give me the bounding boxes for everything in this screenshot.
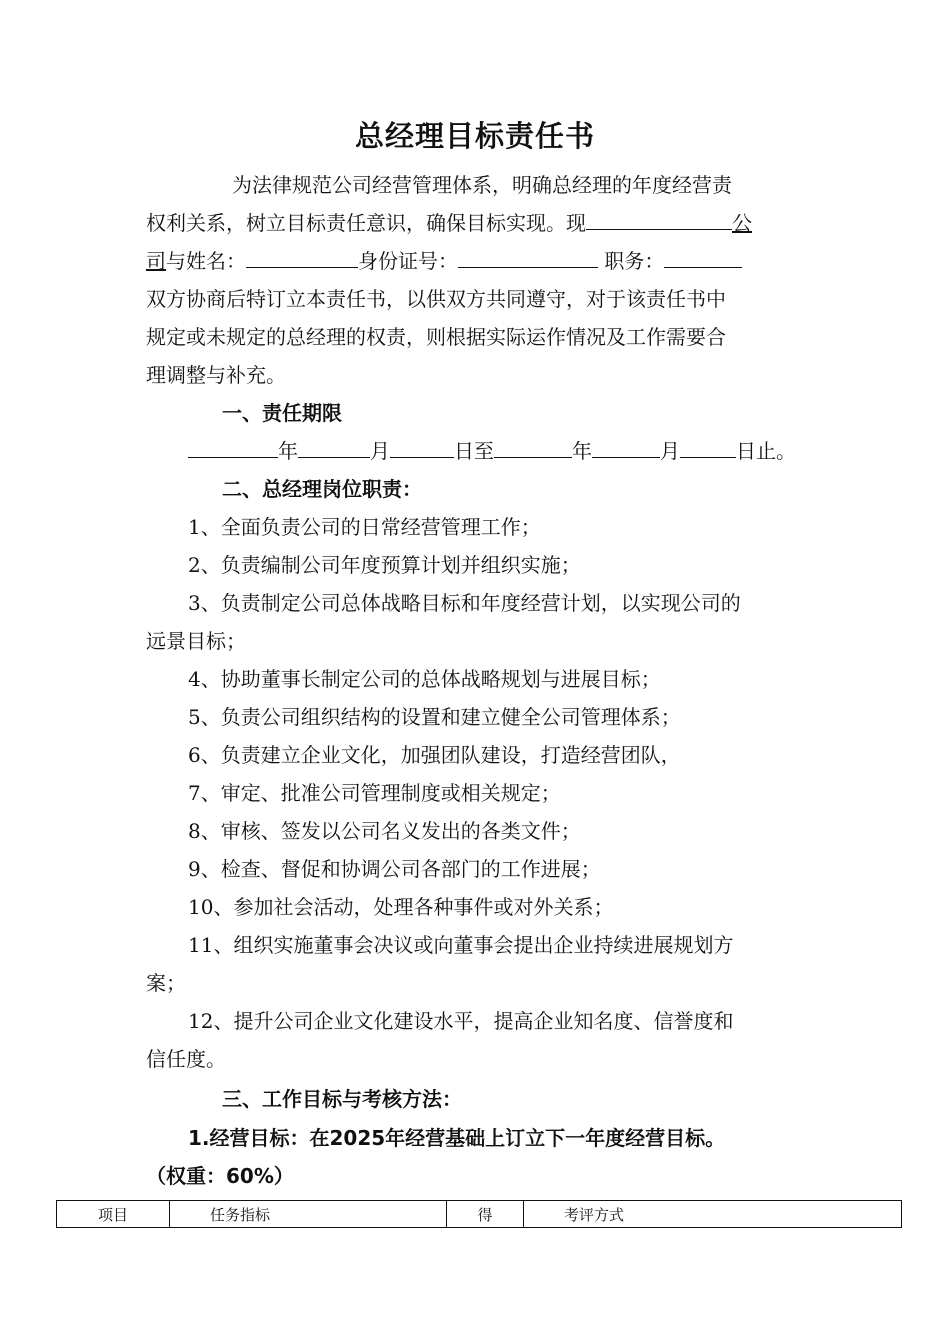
duty-item-8: 8、审核、签发以公司名义发出的各类文件； bbox=[188, 819, 581, 843]
duty-item-9: 9、检查、督促和协调公司各部门的工作进展； bbox=[188, 857, 601, 881]
weight-label: （权重：60%） bbox=[146, 1164, 294, 1188]
document-title: 总经理目标责任书 bbox=[354, 119, 595, 153]
name-label: 与姓名： bbox=[166, 249, 246, 273]
duty-item-2: 2、负责编制公司年度预算计划并组织实施； bbox=[188, 553, 581, 577]
section-3-heading: 三、工作目标与考核方法： bbox=[222, 1087, 462, 1111]
table-header-cell: 得 bbox=[447, 1201, 524, 1228]
duty-item-1: 1、全面负责公司的日常经营管理工作； bbox=[188, 515, 541, 539]
business-target-heading: 1.经营目标：在2025年经营基础上订立下一年度经营目标。 bbox=[188, 1126, 726, 1150]
table-header-cell: 项目 bbox=[57, 1201, 170, 1228]
intro-text-company-cont: 司 bbox=[146, 249, 166, 273]
start-day-blank bbox=[390, 437, 454, 458]
day-end-label: 日止。 bbox=[736, 439, 796, 463]
term-line bbox=[188, 437, 796, 465]
month-label: 月 bbox=[370, 439, 390, 463]
id-blank bbox=[458, 247, 598, 268]
end-day-blank bbox=[680, 437, 736, 458]
duty-item-11-cont: 案； bbox=[146, 971, 186, 995]
company-blank bbox=[586, 209, 732, 230]
duty-item-4: 4、协助董事长制定公司的总体战略规划与进展目标； bbox=[188, 667, 661, 691]
intro-text: 权利关系，树立目标责任意识，确保目标实现。现 bbox=[146, 211, 586, 235]
intro-line-1: 为法律规范公司经营管理体系，明确总经理的年度经营责 bbox=[232, 173, 732, 197]
section-1-heading: 一、责任期限 bbox=[222, 401, 342, 425]
name-blank bbox=[246, 247, 358, 268]
month-label-2: 月 bbox=[660, 439, 680, 463]
duty-item-11: 11、组织实施董事会决议或向董事会提出企业持续进展规划方 bbox=[188, 933, 734, 957]
duty-item-12: 12、提升公司企业文化建设水平，提高企业知名度、信誉度和 bbox=[188, 1009, 734, 1033]
year-label: 年 bbox=[278, 439, 298, 463]
intro-line-4: 双方协商后特订立本责任书，以供双方共同遵守，对于该责任书中 bbox=[146, 287, 726, 311]
duty-item-12-cont: 信任度。 bbox=[146, 1047, 226, 1071]
day-to-label: 日至 bbox=[454, 439, 494, 463]
end-month-blank bbox=[592, 437, 660, 458]
position-label: 职务： bbox=[604, 249, 665, 273]
table-header-cell: 考评方式 bbox=[524, 1201, 902, 1228]
table-header-row bbox=[57, 1201, 902, 1228]
intro-line-6: 理调整与补充。 bbox=[146, 363, 286, 387]
duty-item-3: 3、负责制定公司总体战略目标和年度经营计划，以实现公司的 bbox=[188, 591, 741, 615]
intro-text-company: 公 bbox=[732, 211, 752, 235]
end-year-blank bbox=[494, 437, 572, 458]
intro-line-5: 规定或未规定的总经理的权责，则根据实际运作情况及工作需要合 bbox=[146, 325, 726, 349]
start-month-blank bbox=[298, 437, 370, 458]
start-year-blank bbox=[188, 437, 278, 458]
duty-item-7: 7、审定、批准公司管理制度或相关规定； bbox=[188, 781, 561, 805]
target-table bbox=[56, 1200, 902, 1228]
table-header-cell: 任务指标 bbox=[170, 1201, 447, 1228]
duty-item-5: 5、负责公司组织结构的设置和建立健全公司管理体系； bbox=[188, 705, 681, 729]
id-label: 身份证号： bbox=[358, 249, 458, 273]
section-2-heading: 二、总经理岗位职责： bbox=[222, 477, 422, 501]
duty-item-3-cont: 远景目标； bbox=[146, 629, 246, 653]
year-label-2: 年 bbox=[572, 439, 592, 463]
duty-item-6: 6、负责建立企业文化，加强团队建设，打造经营团队， bbox=[188, 743, 681, 767]
intro-line-2 bbox=[146, 209, 752, 237]
intro-line-3 bbox=[146, 247, 742, 275]
duty-item-10: 10、参加社会活动，处理各种事件或对外关系； bbox=[188, 895, 614, 919]
position-blank bbox=[664, 247, 742, 268]
